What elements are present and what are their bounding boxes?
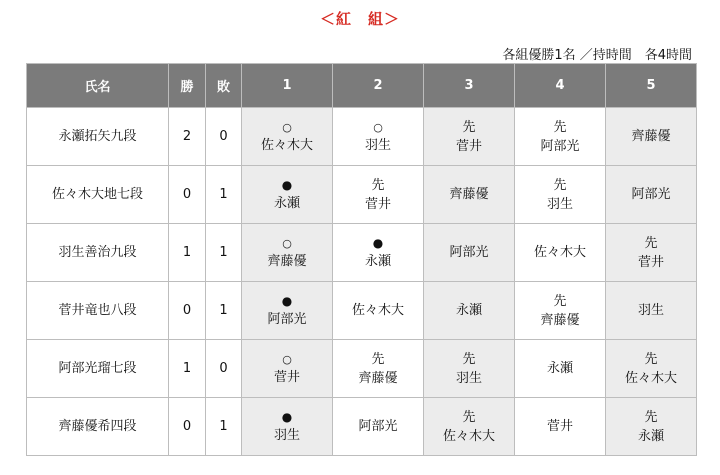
opponent-name: 菅井 bbox=[364, 196, 391, 212]
loss-mark: ● bbox=[372, 235, 384, 250]
game-cell-round-3 bbox=[424, 108, 515, 166]
game-cell-round-1 bbox=[242, 282, 333, 340]
sente-mark: 先 bbox=[644, 235, 658, 251]
group-title: ＜紅 組＞ bbox=[319, 10, 400, 28]
opponent-name: 佐々木大 bbox=[351, 303, 404, 318]
sente-mark: 先 bbox=[371, 177, 385, 193]
game-cell-round-5 bbox=[606, 398, 697, 456]
game-cell-round-1 bbox=[242, 398, 333, 456]
opponent-name: 羽生 bbox=[455, 370, 482, 386]
sente-mark: 先 bbox=[462, 351, 476, 367]
header-name: 氏名 bbox=[27, 64, 169, 108]
game-cell-round-4 bbox=[515, 282, 606, 340]
losses-count: 1 bbox=[206, 166, 242, 224]
opponent-name: 永瀬 bbox=[455, 303, 482, 318]
game-cell-round-5 bbox=[606, 108, 697, 166]
sente-mark: 先 bbox=[644, 351, 658, 367]
game-cell-round-2 bbox=[333, 224, 424, 282]
sente-mark: 先 bbox=[371, 351, 385, 367]
opponent-name: 永瀬 bbox=[637, 428, 664, 444]
header-round-4: 4 bbox=[515, 64, 606, 108]
game-cell-round-3 bbox=[424, 166, 515, 224]
game-cell-round-5 bbox=[606, 282, 697, 340]
opponent-name: 阿部光 bbox=[358, 419, 398, 434]
loss-mark: ● bbox=[281, 409, 293, 424]
game-cell-round-2 bbox=[333, 108, 424, 166]
losses-count: 1 bbox=[206, 398, 242, 456]
game-cell-round-3 bbox=[424, 224, 515, 282]
loss-mark: ● bbox=[281, 293, 293, 308]
sente-mark: 先 bbox=[553, 119, 567, 135]
player-name: 齊藤優希四段 bbox=[27, 398, 169, 456]
game-cell-round-2 bbox=[333, 340, 424, 398]
game-cell-round-4 bbox=[515, 398, 606, 456]
sente-mark: 先 bbox=[462, 409, 476, 425]
header-wins: 勝 bbox=[169, 64, 206, 108]
opponent-name: 羽生 bbox=[637, 303, 664, 318]
opponent-name: 佐々木大 bbox=[533, 245, 586, 260]
wins-count: 0 bbox=[169, 166, 206, 224]
game-cell-round-4 bbox=[515, 224, 606, 282]
game-cell-round-4 bbox=[515, 108, 606, 166]
header-losses: 敗 bbox=[206, 64, 242, 108]
opponent-name: 菅井 bbox=[546, 419, 573, 434]
player-name: 佐々木大地七段 bbox=[27, 166, 169, 224]
table-row bbox=[27, 166, 697, 224]
wins-count: 2 bbox=[169, 108, 206, 166]
opponent-name: 齊藤優 bbox=[267, 253, 307, 269]
player-name: 阿部光瑠七段 bbox=[27, 340, 169, 398]
opponent-name: 齊藤優 bbox=[540, 312, 580, 328]
wins-count: 1 bbox=[169, 340, 206, 398]
opponent-name: 永瀬 bbox=[364, 253, 391, 269]
losses-count: 0 bbox=[206, 340, 242, 398]
header-row bbox=[27, 64, 697, 108]
player-name: 羽生善治九段 bbox=[27, 224, 169, 282]
game-cell-round-5 bbox=[606, 224, 697, 282]
sente-mark: 先 bbox=[462, 119, 476, 135]
opponent-name: 齊藤優 bbox=[358, 370, 398, 386]
opponent-name: 阿部光 bbox=[540, 138, 580, 154]
game-cell-round-3 bbox=[424, 398, 515, 456]
tournament-info: 各組優勝1名 ／持時間 各4時間 bbox=[502, 48, 692, 63]
opponent-name: 羽生 bbox=[364, 137, 391, 153]
opponent-name: 永瀬 bbox=[273, 195, 300, 211]
table-row bbox=[27, 340, 697, 398]
losses-count: 1 bbox=[206, 224, 242, 282]
game-cell-round-2 bbox=[333, 398, 424, 456]
game-cell-round-4 bbox=[515, 340, 606, 398]
win-mark: ○ bbox=[282, 352, 292, 366]
opponent-name: 菅井 bbox=[637, 254, 664, 270]
table-row bbox=[27, 398, 697, 456]
game-cell-round-1 bbox=[242, 340, 333, 398]
opponent-name: 齊藤優 bbox=[631, 129, 671, 144]
opponent-name: 菅井 bbox=[273, 369, 300, 385]
win-mark: ○ bbox=[282, 236, 292, 250]
game-cell-round-3 bbox=[424, 282, 515, 340]
table-row bbox=[27, 282, 697, 340]
opponent-name: 齊藤優 bbox=[449, 187, 489, 202]
wins-count: 1 bbox=[169, 224, 206, 282]
wins-count: 0 bbox=[169, 282, 206, 340]
game-cell-round-5 bbox=[606, 340, 697, 398]
opponent-name: 佐々木大 bbox=[260, 137, 313, 153]
game-cell-round-1 bbox=[242, 166, 333, 224]
game-cell-round-1 bbox=[242, 108, 333, 166]
game-cell-round-1 bbox=[242, 224, 333, 282]
losses-count: 1 bbox=[206, 282, 242, 340]
header-round-2: 2 bbox=[333, 64, 424, 108]
game-cell-round-3 bbox=[424, 340, 515, 398]
league-table bbox=[26, 63, 697, 456]
table-row bbox=[27, 224, 697, 282]
header-round-5: 5 bbox=[606, 64, 697, 108]
win-mark: ○ bbox=[282, 120, 292, 134]
game-cell-round-2 bbox=[333, 282, 424, 340]
opponent-name: 阿部光 bbox=[631, 187, 671, 202]
sente-mark: 先 bbox=[553, 293, 567, 309]
player-name: 永瀬拓矢九段 bbox=[27, 108, 169, 166]
opponent-name: 菅井 bbox=[455, 138, 482, 154]
loss-mark: ● bbox=[281, 177, 293, 192]
table-header bbox=[27, 64, 697, 108]
opponent-name: 佐々木大 bbox=[442, 428, 495, 444]
sente-mark: 先 bbox=[553, 177, 567, 193]
game-cell-round-5 bbox=[606, 166, 697, 224]
header-round-3: 3 bbox=[424, 64, 515, 108]
opponent-name: 羽生 bbox=[273, 427, 300, 443]
player-name: 菅井竜也八段 bbox=[27, 282, 169, 340]
opponent-name: 佐々木大 bbox=[624, 370, 677, 386]
game-cell-round-2 bbox=[333, 166, 424, 224]
opponent-name: 永瀬 bbox=[546, 361, 573, 376]
opponent-name: 羽生 bbox=[546, 196, 573, 212]
table-body bbox=[27, 108, 697, 456]
win-mark: ○ bbox=[373, 120, 383, 134]
table-row bbox=[27, 108, 697, 166]
losses-count: 0 bbox=[206, 108, 242, 166]
sente-mark: 先 bbox=[644, 409, 658, 425]
opponent-name: 阿部光 bbox=[267, 311, 307, 327]
wins-count: 0 bbox=[169, 398, 206, 456]
opponent-name: 阿部光 bbox=[449, 245, 489, 260]
game-cell-round-4 bbox=[515, 166, 606, 224]
header-round-1: 1 bbox=[242, 64, 333, 108]
